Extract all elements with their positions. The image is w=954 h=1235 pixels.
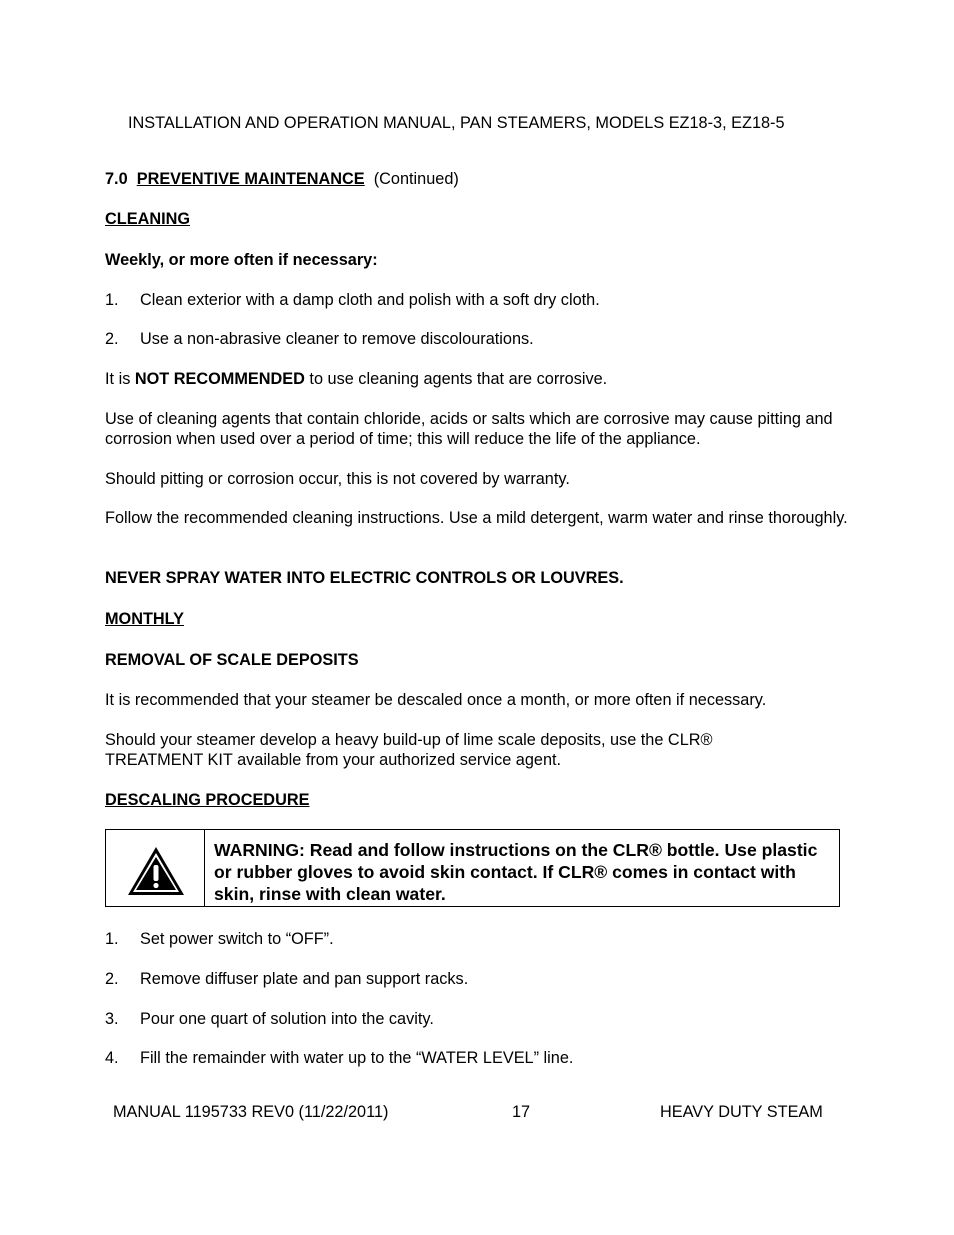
section-number: 7.0 bbox=[105, 170, 128, 188]
cleaning-subheading: Weekly, or more often if necessary: bbox=[105, 251, 378, 269]
chloride-paragraph: Use of cleaning agents that contain chloride, acids or salts which are corrosive may cause pitting and corrosion when used over a period of time; this will reduce the life of the appliance. bbox=[105, 410, 833, 448]
follow-instructions-paragraph: Follow the recommended cleaning instructions. Use a mild detergent, warm water and rinse thoroughly. bbox=[105, 509, 848, 527]
step-number: 4. bbox=[105, 1049, 119, 1067]
warning-text: WARNING: Read and follow instructions on the CLR® bottle. Use plastic or rubber gloves to avoid skin contact. If CLR® comes in contact with skin, rinse with clean water. bbox=[214, 840, 818, 904]
note-emphasis: NOT RECOMMENDED bbox=[134, 370, 305, 388]
step-number: 2. bbox=[105, 330, 119, 348]
page-header: INSTALLATION AND OPERATION MANUAL, PAN STEAMERS, MODELS EZ18-3, EZ18-5 bbox=[128, 114, 785, 132]
cleaning-heading: CLEANING bbox=[105, 210, 191, 228]
step-text: Remove diffuser plate and pan support racks. bbox=[140, 970, 469, 988]
note-suffix: to use cleaning agents that are corrosive. bbox=[304, 370, 608, 388]
step-number: 2. bbox=[105, 970, 119, 988]
footer-brand: HEAVY DUTY STEAM bbox=[660, 1103, 823, 1121]
step-text: Clean exterior with a damp cloth and polish with a soft dry cloth. bbox=[140, 291, 600, 309]
warning-box bbox=[105, 829, 840, 907]
step-text: Use a non-abrasive cleaner to remove discolourations. bbox=[140, 330, 534, 348]
descale-paragraph: It is recommended that your steamer be descaled once a month, or more often if necessary. bbox=[105, 691, 767, 709]
step-text: Pour one quart of solution into the cavity. bbox=[140, 1010, 434, 1028]
section-suffix: (Continued) bbox=[373, 170, 459, 188]
step-text: Fill the remainder with water up to the “WATER LEVEL” line. bbox=[140, 1049, 574, 1067]
descaling-heading: DESCALING PROCEDURE bbox=[105, 791, 310, 809]
scale-removal-heading: REMOVAL OF SCALE DEPOSITS bbox=[105, 651, 359, 669]
step-number: 1. bbox=[105, 291, 119, 309]
warning-triangle-icon bbox=[126, 845, 186, 897]
monthly-heading: MONTHLY bbox=[105, 610, 184, 628]
not-recommended-note bbox=[105, 370, 607, 389]
clr-kit-paragraph: Should your steamer develop a heavy build-up of lime scale deposits, use the CLR® TREATMENT KIT available from your authorized service agent. bbox=[105, 731, 713, 769]
step-text: Set power switch to “OFF”. bbox=[140, 930, 334, 948]
never-spray-warning: NEVER SPRAY WATER INTO ELECTRIC CONTROLS OR LOUVRES. bbox=[105, 569, 624, 587]
section-title bbox=[105, 170, 459, 189]
footer-manual-number: MANUAL 1195733 REV0 (11/22/2011) bbox=[113, 1103, 389, 1121]
footer-page-number: 17 bbox=[512, 1103, 531, 1121]
section-name: PREVENTIVE MAINTENANCE bbox=[136, 170, 365, 188]
warranty-paragraph: Should pitting or corrosion occur, this is not covered by warranty. bbox=[105, 470, 570, 488]
step-number: 3. bbox=[105, 1010, 119, 1028]
warning-icon-cell bbox=[106, 830, 205, 906]
note-prefix: It is bbox=[105, 370, 135, 388]
step-number: 1. bbox=[105, 930, 119, 948]
